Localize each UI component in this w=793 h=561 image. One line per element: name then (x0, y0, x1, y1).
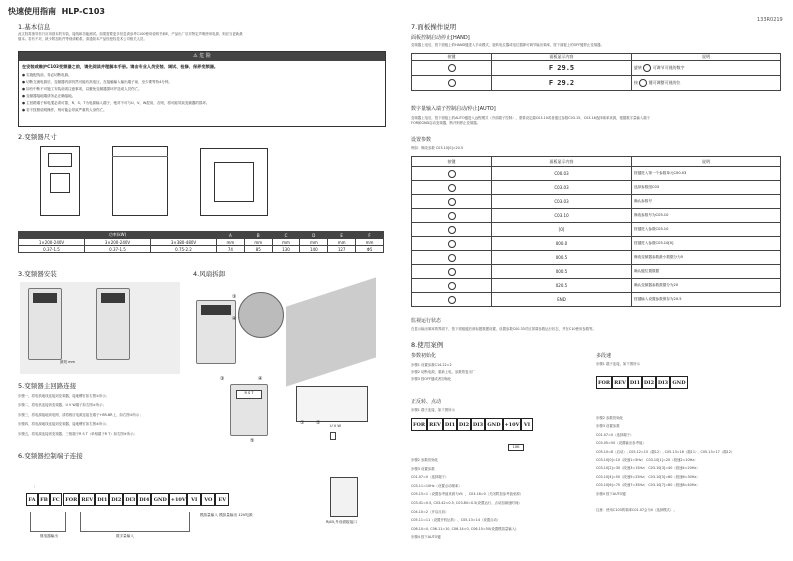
left-arrow-key-icon[interactable] (448, 79, 456, 87)
s5-steps: 步骤一，将电机地线连接到变频器，接地螺钉如右图①所示； 步骤二，将电机连接到变频器，U V W端子如右图②所示； 步骤三，将电源接地到电网，请将相应电源连接在端子+BR-BR上，如右图③所示； 步骤四，将电源地线连接到变频器，接地螺钉如右图④所示； 步骤五，将电源连接到变频器，三相端子R S T（单相端子R T）如右图⑤所示； (18, 394, 143, 436)
dial-key-icon[interactable] (448, 282, 456, 290)
hand-subtitle: 面板控制启动停止[HAND] (411, 35, 470, 41)
menu-key-icon[interactable] (448, 170, 456, 178)
term-DI3: DI3 (123, 493, 137, 506)
term-FB: FB (38, 493, 50, 506)
front-view-drawing (40, 146, 80, 216)
inverter-drawing-1 (28, 288, 62, 360)
monitor-desc: 在显示输出频率的界面下，按下面板键后被标题数据设置，设置参数C00.33对应屏幕参数运行状态，并在C10使用参数等。 (411, 327, 596, 331)
dial-key-icon[interactable] (448, 254, 456, 262)
dial-key-icon[interactable] (448, 184, 456, 192)
s7-title: 7.面板操作说明 (411, 23, 457, 31)
s1-intro: 此文档将指导你只应用基本的安装、接线和功能测试。如果需要更多信息请参考C100使用说明书和E，产品出厂后对特定声明使用电源，则应当更新最 版本。若有不对，缺少附加软件等则请联系。请通知本产品经授权技术公司相关人员。 (18, 32, 243, 41)
potentiometer-10k: 10K (508, 444, 524, 451)
left-arrow-key-icon[interactable] (448, 268, 456, 276)
term-10V: +10V (169, 493, 187, 506)
case3-terminal-strip: FOR REV DI1 DI2 DI3 GND (596, 376, 688, 389)
main-circuit-inverter: R S T (230, 384, 268, 436)
s4-title: 4.风扇拆卸 (193, 270, 226, 278)
params-subtitle: 设置参数 (411, 137, 432, 143)
arrow-key-icon (639, 79, 647, 87)
danger-list: ● 实施配线前，务必切断电源。 ● 切断交流电源后，变频器内部仍然可能有高电压，在接触输入输出端子前，至少要等待4分钟。 ● 如有中断不可施工安装前须注意事项，以避免变频器损坏并造成人员伤亡。 ● 变频器接地端请务必正确接地。 ● 主回路端子和电缆必须可靠，R、S、T为电源输入端子，绝对不可与U、V、W混用，否则，将可能导致变频器的损坏。 ● 若不按照说明操作，则可能会导致严重的人身伤亡。 (22, 73, 210, 112)
auto-subtitle: 数字量输入端子控制启动/停止[AUTO] (411, 106, 496, 112)
case3-steps: 步骤2 参数初始化 步骤3 设置参数 C01.07=0（选择端子） C03.05=50（设置输出参考值） C05.10=8（启动）, C05.12=15（端12）, C05.13=16（端11）, C05.13=17（端12） C03.10[0]=10（段速1=5Hz） C03.10[1]=20（段速2=10Hz） C03.10[2]=30（段速3=15Hz） C03.10[3]=40（段速4=20Hz） C03.10[4]=50（段速5=25Hz） C03.10[5]=60（段速6=30Hz） C03.10[6]=70（段速7=35Hz） C03.10[7]=80（段速8=40Hz） 步骤4 按下AUTO键 (596, 416, 735, 496)
control-terminal-labels-top: — (32, 485, 36, 488)
terminal-block-drawing (296, 386, 368, 422)
params-example: 例如：修改参数 C03.10[0]=20.5 (411, 146, 464, 150)
s1-title: 1.基本信息 (18, 23, 51, 31)
s5-title: 5.变频器主回路连接 (18, 382, 77, 390)
dial-knob-icon (643, 64, 651, 72)
s3-title: 3.变频器安装 (18, 270, 57, 278)
case3-note: 注意：使用C103的频率C01.07会为0（选择模式）。 (596, 508, 677, 512)
hand-desc: 变频器上电后，按下面板上的HAND键进入手动模式，旋转电位器或电位器即可调节输出频率，按下面板上的OFF键停止变频器。 (411, 43, 604, 47)
danger-main: 在安装或维护C103变频器之前，请先阅读并理解本手册。请由专业人员安装、调试、检修、保养变频器。 (22, 64, 219, 69)
case3-title: 多段速 (596, 353, 612, 359)
param-steps-table: 按键 面板显示内容 说明 C00.03 按键进入第一个参数单元C00.03 C03.03 选择参数组C03 C03.03 确认参数号 C03.10 修改参数号为C03.10 [0] 按键进入参数C03.10 000.0 按键进入参数C03.10[0] 000.5 修改变频器参数最小数据分为5 000.5 确认键位置数据 020.5 确认变频器参数数据分为20 END 按键输入设置参数保存为20.5 (411, 156, 781, 307)
dial-key-icon[interactable] (448, 212, 456, 220)
control-terminal-strip (26, 493, 229, 506)
fan-removal-inverter (196, 300, 236, 364)
term-REV: REV (79, 493, 95, 506)
rj45-port-drawing (330, 477, 358, 517)
term-FOR: FOR (63, 493, 79, 506)
case1-steps: 步骤1 设置参数C14.22=2 步骤2 切断电源，重新上电，参数恢复出厂 步骤3 按OFF键或者初始化 (411, 363, 476, 381)
case1-title: 参数初始化 (411, 353, 437, 359)
s2-title: 2.变频器尺寸 (18, 133, 57, 141)
analog-labels: 模拟量输入 模拟量输出 12V电源 (200, 513, 253, 517)
case2-terminal-strip: FOR REV DI1 DI2 DI3 GND +10V VI (411, 418, 533, 431)
guide-title: 快速使用指南 HLP-C103 (8, 7, 105, 16)
digital-input-label: 数字量输入 (116, 534, 134, 538)
install-dim-label: 最短 mm (60, 360, 75, 364)
case2-steps: 步骤2 参数初始化 步骤3 设置参数 C01.07=0（选择端子） C03.11=10Hz（设置点动频率） C05.15=1（设置参考值来源为VI），C03.16=0（关闭附加参考值来源） C03.41=0.5, C03.42=0.5, C03.80=0.5(设置运行、点动加减速时间) C04.10=2（开启反向） C05.11=11（设置开机运转）、C05.13=14（设置点动） C06.10=0, C06.11=10, C06.14=0, C06.15=50(设置模拟量输入) 步骤4 按下AUTO键 (411, 458, 524, 540)
relay-output-label: 继电器输出 (40, 534, 58, 538)
enter-key-icon[interactable] (448, 240, 456, 248)
enter-key-icon[interactable] (448, 296, 456, 304)
term-DI2: DI2 (109, 493, 123, 506)
fan-drawing (238, 292, 284, 338)
monitor-subtitle: 监视运行状态 (411, 318, 442, 324)
danger-box (18, 51, 386, 127)
hand-display-1: F 29.5 (492, 61, 632, 76)
term-FC: FC (50, 493, 62, 506)
motor-connector (330, 432, 336, 440)
rj45-label: RJ45,外设面板接口 (326, 520, 357, 524)
dial-icon[interactable] (448, 64, 456, 72)
auto-desc: 变频器上电后，按下面板上的AUTO键进入远程模式（外部端子控制），需要设定端C03.10或者通过参数C03.15、C03.16选择频率来源，根据数字量输入端子 FOR和GND启动变频器，断开则停止变频器。 (411, 116, 651, 125)
enter-key-icon[interactable] (448, 198, 456, 206)
term-VO: VO (201, 493, 215, 506)
term-DI4: DI4 (137, 493, 151, 506)
term-EV: EV (215, 493, 229, 506)
model-name: HLP-C103 (61, 7, 105, 16)
s6-title: 6.变频器控制端子连接 (18, 452, 83, 460)
fan-heatsink-drawing (286, 277, 376, 386)
danger-header: ⚠ 危 险 (19, 52, 385, 61)
term-GND: GND (151, 493, 169, 506)
hand-table: 按键 面板显示内容 说明 F 29.5 旋转 可调节可视的数字 F 29.2 按 键可调整可视的位 (411, 53, 781, 91)
s8-title: 8.使用案例 (411, 341, 444, 349)
case2-title: 正反转、点动 (411, 399, 442, 405)
warning-icon: ⚠ (193, 53, 198, 59)
dimension-table: 功率(kW) A B C D E F 1×200-240V 3×200-240V 3×380-480V mm mm mm mm mm mm 0.37-1.5 0.37-1.5 0.75-2.2 74 85 130 140 127 Φ5 (18, 231, 384, 253)
term-VI: VI (187, 493, 201, 506)
enter-key-icon[interactable] (448, 226, 456, 234)
term-DI1: DI1 (95, 493, 109, 506)
doc-code: 133R0219 (757, 17, 783, 23)
term-FA: FA (26, 493, 38, 506)
inverter-drawing-2 (96, 288, 130, 360)
hand-display-2: F 29.2 (492, 76, 632, 91)
